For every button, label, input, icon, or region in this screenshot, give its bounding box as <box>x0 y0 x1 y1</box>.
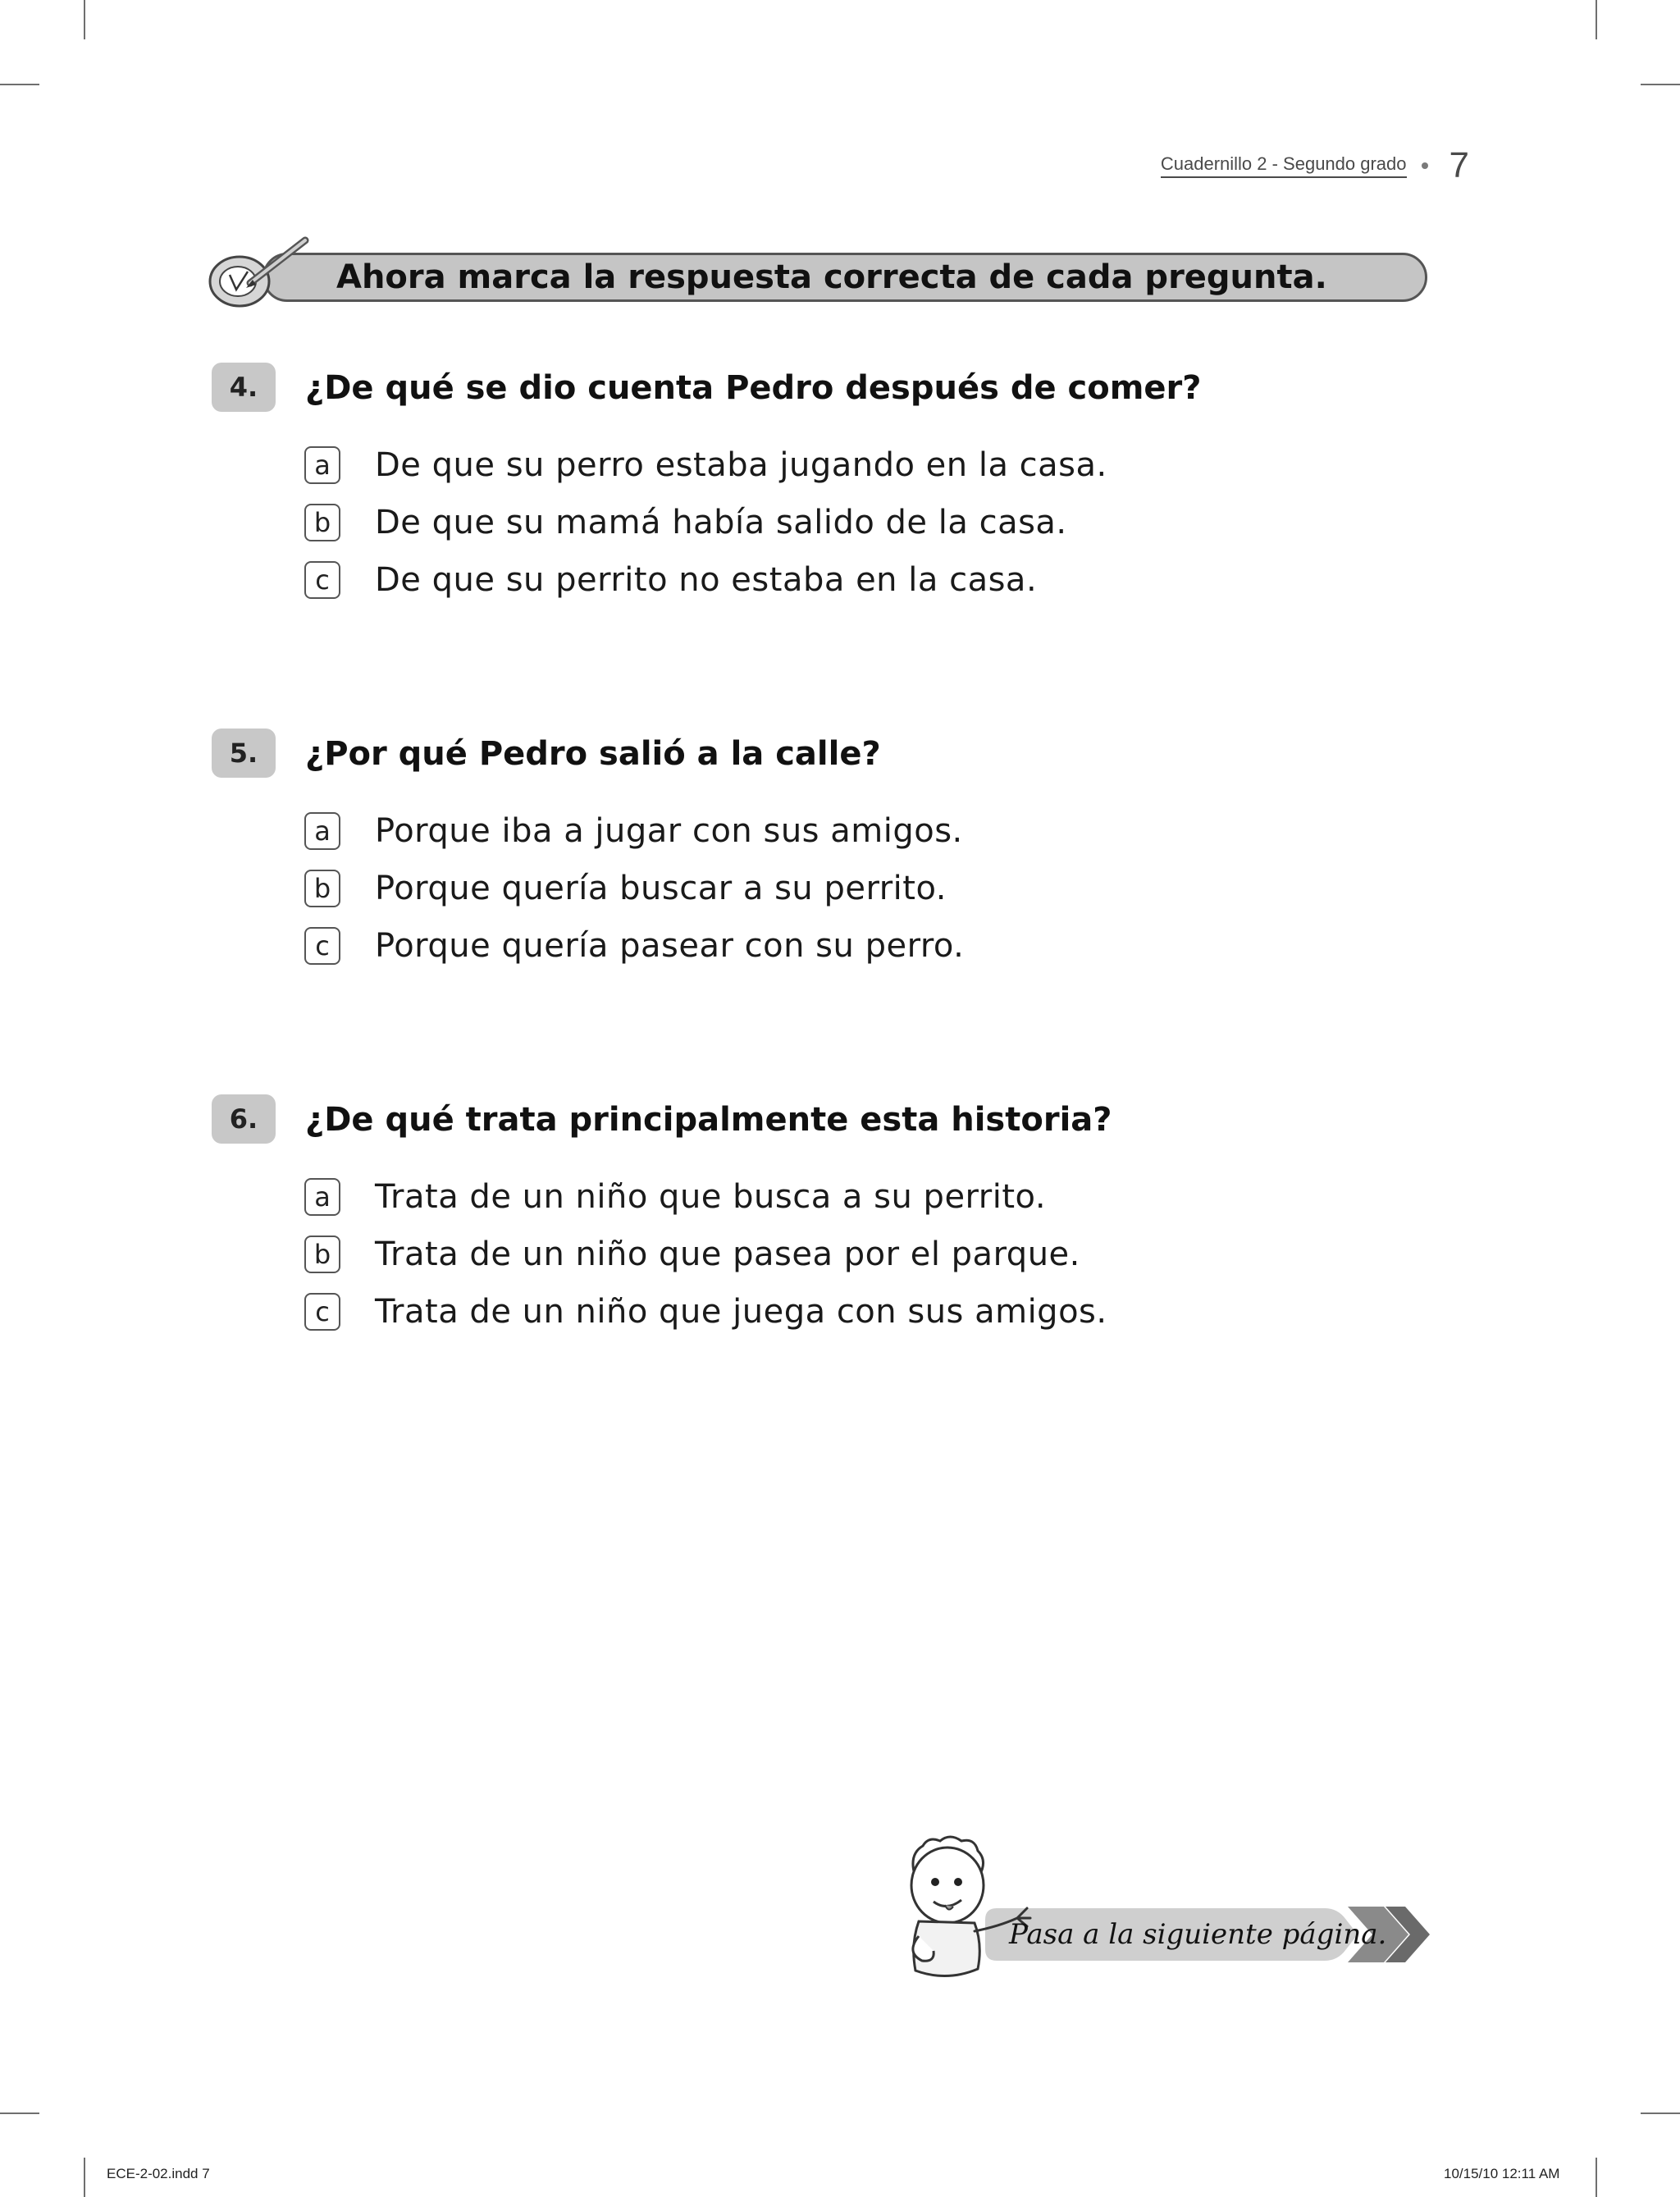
header-bullet <box>1422 162 1428 169</box>
next-page-text: Pasa a la siguiente página. <box>1009 1918 1387 1951</box>
question-text: ¿De qué se dio cuenta Pedro después de comer? <box>305 369 1202 407</box>
crop-mark <box>1641 84 1680 85</box>
option-text: Porque quería pasear con su perro. <box>375 927 965 965</box>
crop-mark <box>84 2158 85 2197</box>
page-number: 7 <box>1449 145 1469 185</box>
question-text: ¿De qué trata principalmente esta historia? <box>305 1101 1112 1139</box>
option-letter-box[interactable]: c <box>304 927 340 965</box>
option-text: De que su perro estaba jugando en la casa. <box>375 446 1107 484</box>
question-6 <box>212 1094 1442 1341</box>
page-header <box>1160 145 1469 185</box>
option-a[interactable] <box>304 1175 1046 1219</box>
slug-timestamp: 10/15/10 12:11 AM <box>1444 2166 1560 2181</box>
crop-mark <box>84 0 85 39</box>
option-b[interactable] <box>304 1232 1080 1277</box>
option-c[interactable] <box>304 924 964 968</box>
option-letter-box[interactable]: c <box>304 1293 340 1331</box>
option-b[interactable] <box>304 500 1067 545</box>
slug-filename: ECE-2-02.indd 7 <box>107 2166 210 2181</box>
crop-mark <box>1641 2112 1680 2114</box>
option-text: De que su mamá había salido de la casa. <box>375 504 1067 541</box>
crop-mark <box>1596 2158 1597 2197</box>
question-number: 6. <box>212 1094 276 1144</box>
pencil-check-icon <box>205 226 320 319</box>
option-a[interactable] <box>304 443 1107 487</box>
option-letter-box[interactable]: a <box>304 446 340 484</box>
next-page-prompt <box>886 1829 1444 2010</box>
option-text: De que su perrito no estaba en la casa. <box>375 561 1038 599</box>
option-letter-box[interactable]: c <box>304 561 340 599</box>
question-4 <box>212 363 1442 609</box>
option-text: Trata de un niño que busca a su perrito. <box>375 1178 1047 1216</box>
child-pointing-icon <box>886 1829 1042 1997</box>
option-letter-box[interactable]: b <box>304 504 340 541</box>
crop-mark <box>0 84 39 85</box>
question-5 <box>212 729 1442 975</box>
option-b[interactable] <box>304 866 947 911</box>
option-text: Porque quería buscar a su perrito. <box>375 870 947 907</box>
option-letter-box[interactable]: b <box>304 1236 340 1273</box>
instruction-text: Ahora marca la respuesta correcta de cada pregunta. <box>336 258 1327 296</box>
question-number: 5. <box>212 729 276 778</box>
option-letter-box[interactable]: a <box>304 1178 340 1216</box>
option-c[interactable] <box>304 558 1037 602</box>
option-text: Trata de un niño que juega con sus amigos. <box>375 1293 1107 1331</box>
booklet-title: Cuadernillo 2 - Segundo grado <box>1161 153 1407 178</box>
option-letter-box[interactable]: a <box>304 812 340 850</box>
instruction-banner <box>205 250 1432 306</box>
question-number: 4. <box>212 363 276 412</box>
option-text: Trata de un niño que pasea por el parque. <box>375 1236 1080 1273</box>
option-a[interactable] <box>304 809 963 853</box>
option-c[interactable] <box>304 1290 1107 1334</box>
question-text: ¿Por qué Pedro salió a la calle? <box>305 735 881 773</box>
option-letter-box[interactable]: b <box>304 870 340 907</box>
option-text: Porque iba a jugar con sus amigos. <box>375 812 963 850</box>
crop-mark <box>0 2112 39 2114</box>
crop-mark <box>1596 0 1597 39</box>
